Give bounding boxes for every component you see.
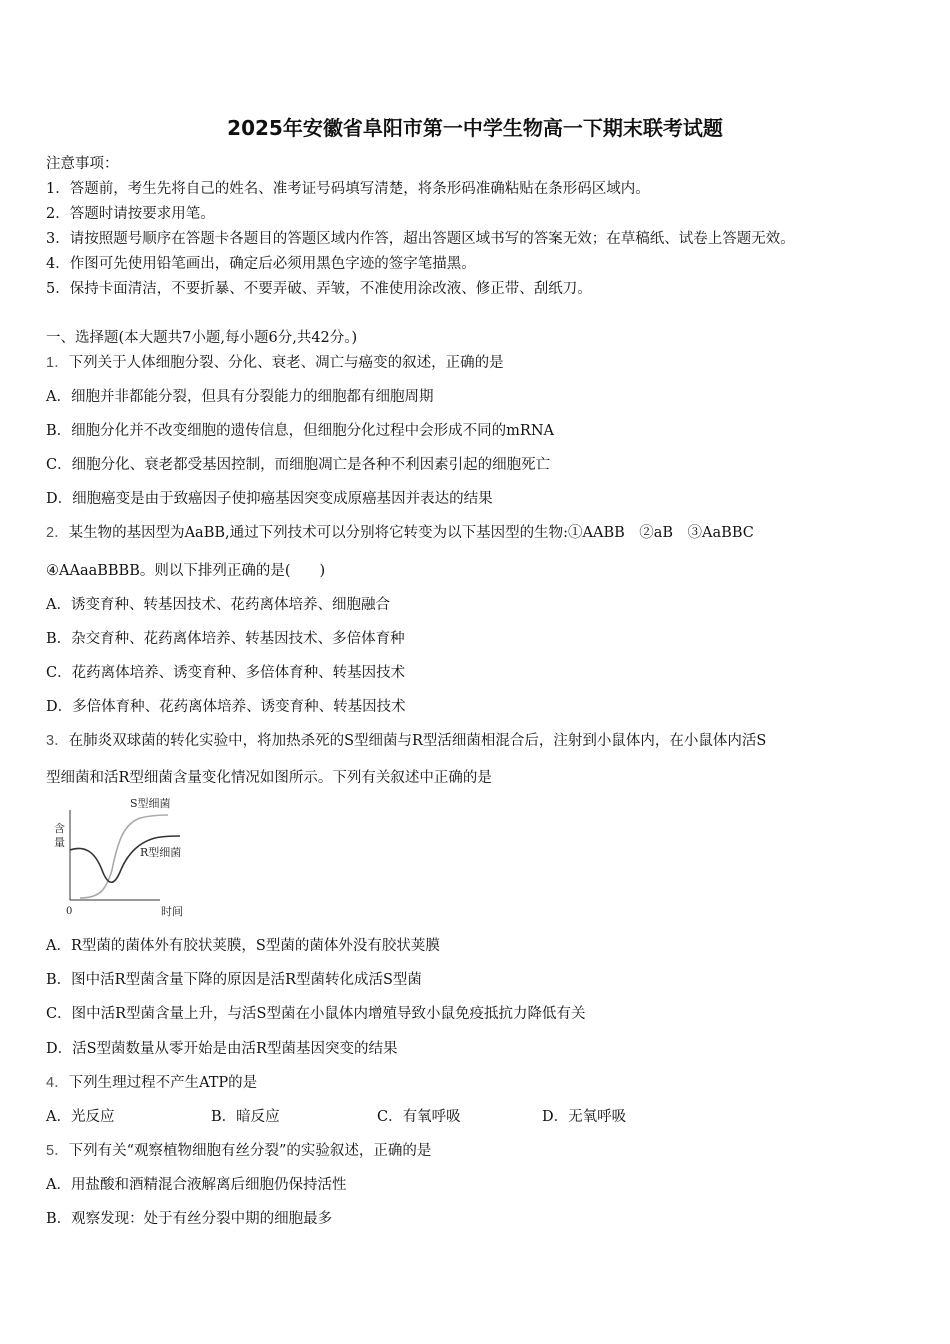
question-5-option-b: B．观察发现：处于有丝分裂中期的细胞最多 xyxy=(46,1211,333,1227)
notice-item: 5．保持卡面清洁，不要折暴、不要弄破、弄皱，不准使用涂改液、修正带、刮纸刀。 xyxy=(46,281,592,297)
question-3-option-b: B．图中活R型菌含量下降的原因是活R型菌转化成活S型菌 xyxy=(46,972,422,988)
question-text: 下列关于人体细胞分裂、分化、衰老、凋亡与癌变的叙述，正确的是 xyxy=(68,355,504,371)
question-4-option-b: B．暗反应 xyxy=(211,1109,280,1125)
s-bacteria-label: S型细菌 xyxy=(130,797,171,810)
question-text: 在肺炎双球菌的转化实验中，将加热杀死的S型细菌与R型活细菌相混合后，注射到小鼠体内，在小鼠体内活S xyxy=(68,733,767,749)
question-2-option-c: C．花药离体培养、诱变育种、多倍体育种、转基因技术 xyxy=(46,665,406,681)
question-2-option-d: D．多倍体育种、花药离体培养、诱变育种、转基因技术 xyxy=(46,699,406,715)
question-4-stem xyxy=(46,1071,257,1092)
notice-item: 3．请按照题号顺序在答题卡各题目的答题区域内作答，超出答题区域书写的答案无效；在草稿纸、试卷上答题无效。 xyxy=(46,231,795,247)
question-number: 5． xyxy=(46,1143,69,1159)
question-3-option-a: A．R型菌的菌体外有胶状荚膜，S型菌的菌体外没有胶状荚膜 xyxy=(46,938,440,954)
question-text: 下列生理过程不产生ATP的是 xyxy=(68,1075,258,1091)
question-2-stem-cont: ④AAaaBBBB。则以下排列正确的是( ) xyxy=(46,563,326,579)
origin-label: 0 xyxy=(66,906,73,917)
y-axis-label-2: 量 xyxy=(54,836,65,849)
question-2-stem xyxy=(46,521,754,542)
x-axis-label: 时间 xyxy=(161,905,183,918)
question-5-stem xyxy=(46,1139,431,1160)
question-2-option-a: A．诱变育种、转基因技术、花药离体培养、细胞融合 xyxy=(46,597,390,613)
question-3-option-d: D．活S型菌数量从零开始是由活R型菌基因突变的结果 xyxy=(46,1041,398,1057)
question-1-option-b: B．细胞分化并不改变细胞的遗传信息，但细胞分化过程中会形成不同的mRNA xyxy=(46,423,554,439)
question-text: 某生物的基因型为AaBB,通过下列技术可以分别将它转变为以下基因型的生物:①AABB ②aB ③AaBBC xyxy=(68,525,754,541)
question-number: 1． xyxy=(46,355,69,371)
question-4-option-a: A．光反应 xyxy=(46,1109,115,1125)
question-2-option-b: B．杂交育种、花药离体培养、转基因技术、多倍体育种 xyxy=(46,631,405,647)
question-1-option-a: A．细胞并非都能分裂，但具有分裂能力的细胞都有细胞周期 xyxy=(46,389,434,405)
question-1-option-c: C．细胞分化、衰老都受基因控制，而细胞凋亡是各种不利因素引起的细胞死亡 xyxy=(46,457,551,473)
question-1-option-d: D．细胞癌变是由于致癌因子使抑癌基因突变成原癌基因并表达的结果 xyxy=(46,491,493,507)
y-axis-label-1: 含 xyxy=(54,822,65,835)
notice-item: 2．答题时请按要求用笔。 xyxy=(46,206,215,222)
question-4-option-c: C．有氧呼吸 xyxy=(377,1109,461,1125)
question-text: 下列有关“观察植物细胞有丝分裂”的实验叙述，正确的是 xyxy=(68,1143,432,1159)
question-3-stem-cont: 型细菌和活R型细菌含量变化情况如图所示。下列有关叙述中正确的是 xyxy=(46,770,492,786)
question-number: 4． xyxy=(46,1075,69,1091)
question-1-stem xyxy=(46,351,504,372)
question-number: 2． xyxy=(46,525,69,541)
question-3-stem xyxy=(46,729,766,750)
notice-item: 1．答题前，考生先将自己的姓名、准考证号码填写清楚，将条形码准确粘贴在条形码区域内。 xyxy=(46,181,650,197)
question-4-option-d: D．无氧呼吸 xyxy=(542,1109,627,1125)
section-heading: 一、选择题(本大题共7小题,每小题6分,共42分。) xyxy=(46,330,358,346)
question-5-option-a: A．用盐酸和酒精混合液解离后细胞仍保持活性 xyxy=(46,1177,347,1193)
question-3-option-c: C．图中活R型菌含量上升，与活S型菌在小鼠体内增殖导致小鼠免疫抵抗力降低有关 xyxy=(46,1006,586,1022)
bacteria-content-graph xyxy=(40,790,200,922)
r-bacteria-curve xyxy=(70,836,180,882)
notice-item: 4．作图可先使用铅笔画出，确定后必须用黑色字迹的签字笔描黑。 xyxy=(46,256,476,272)
notice-heading: 注意事项： xyxy=(46,156,119,172)
r-bacteria-label: R型细菌 xyxy=(140,846,182,859)
question-number: 3． xyxy=(46,733,69,749)
page-title: 2025年安徽省阜阳市第一中学生物高一下期末联考试题 xyxy=(227,116,723,140)
